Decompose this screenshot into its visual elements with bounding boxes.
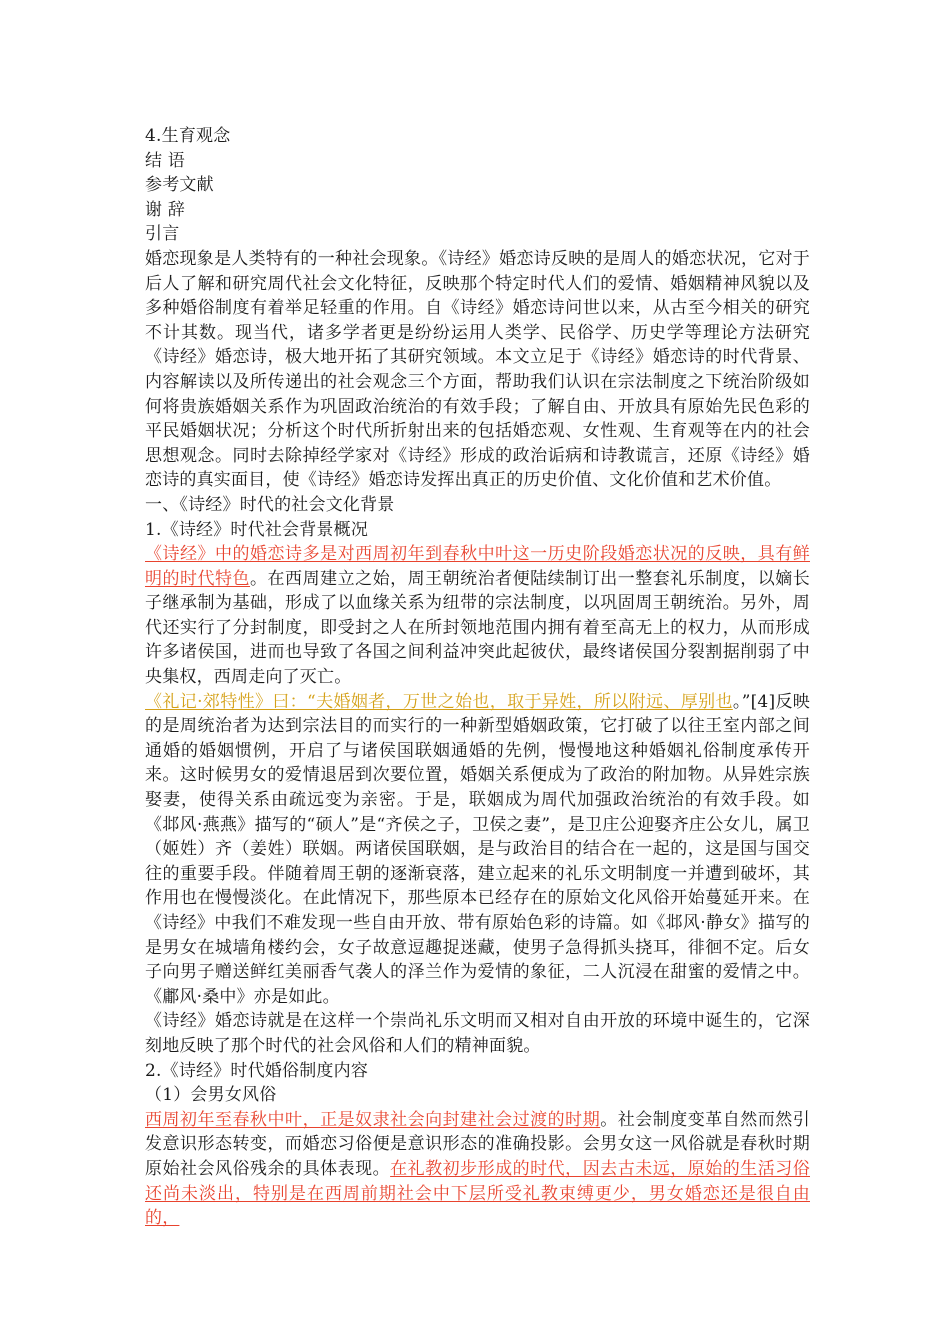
paragraph-background — [145, 542, 810, 690]
toc-item-conclusion: 结 语 — [145, 150, 186, 171]
section-title-introduction: 引言 — [145, 224, 180, 245]
highlight-red-text: 西周初年至春秋中叶，正是奴隶社会向封建社会过渡的时期 — [145, 1109, 601, 1130]
toc-item-acknowledgements: 谢 辞 — [145, 199, 186, 220]
toc-item-fertility: 4.生育观念 — [145, 126, 231, 146]
section1-subheading-2: 2.《诗经》时代婚俗制度内容 — [145, 1060, 369, 1081]
paragraph-text: 。社会制度变革自然而然引发意识形态转变，而婚恋习俗便是意识形态的准确投影。会男女这一风俗就是春秋时期原始社会风俗残余的具体表现。 — [145, 1109, 810, 1179]
section1-subheading-2-1: （1）会男女风俗 — [145, 1085, 277, 1106]
document-body — [145, 124, 810, 1231]
intro-paragraph: 婚恋现象是人类特有的一种社会现象。《诗经》婚恋诗反映的是周人的婚恋状况，它对于后人了解和研究周代社会文化特征，反映那个特定时代人们的爱情、婚姻精神风貌以及多种婚俗制度有着举足轻重的作用。自《诗经》婚恋诗问世以来，从古至今相关的研究不计其数。现当代，诸多学者更是纷纷运用人类学、民俗学、历史学等理论方法研究《诗经》婚恋诗，极大地开拓了其研究领域。本文立足于《诗经》婚恋诗的时代背景、内容解读以及所传递出的社会观念三个方面，帮助我们认识在宗法制度之下统治阶级如何将贵族婚姻关系作为巩固政治统治的有效手段；了解自由、开放具有原始先民色彩的平民婚姻状况；分析这个时代所折射出来的包括婚恋观、女性观、生育观等在内的社会思想观念。同时去除掉经学家对《诗经》形成的政治诟病和诗教谎言，还原《诗经》婚恋诗的真实面目，使《诗经》婚恋诗发挥出真正的历史价值、文化价值和艺术价值。 — [145, 248, 810, 491]
section1-heading: 一、《诗经》时代的社会文化背景 — [145, 494, 395, 515]
highlight-red-text: 《诗经》中的婚恋诗多是对西周初年到春秋中叶这一历史阶段婚恋状况的反映，具有鲜明的时代特色 — [145, 544, 810, 589]
quote-end: 。” — [732, 691, 751, 712]
paragraph-text: 反映的是周统治者为达到宗法目的而实行的一种新型婚姻政策，它打破了以往王室内部之间通婚的婚姻惯例，开启了与诸侯国联姻通婚的先例，慢慢地这种婚姻礼俗制度承传开来。这时候男女的爱情退居到次要位置，婚姻关系便成为了政治的附加物。从异姓宗族娶妻，使得关系由疏远变为亲密。于是，联姻成为周代加强政治统治的有效手段。如《邶风·燕燕》描写的“硕人”是“齐侯之子，卫侯之妻”，是卫庄公迎娶齐庄公女儿，属卫（姬姓）齐（姜姓）联姻。两诸侯国联姻，是与政治目的结合在一起的，这是国与国交往的重要手段。伴随着周王朝的逐渐衰落，建立起来的礼乐文明制度一并遭到破坏，其作用也在慢慢淡化。在此情况下，那些原本已经存在的原始文化风俗开始蔓延开来。在《诗经》中我们不难发现一些自由开放、带有原始色彩的诗篇。如《邶风·静女》描写的是男女在城墙角楼约会，女子故意逗趣捉迷藏，使男子急得抓头挠耳，徘徊不定。后女子向男子赠送鲜红美丽香气袭人的泽兰作为爱情的象征，二人沉浸在甜蜜的爱情之中。《鄘风·桑中》亦是如此。 — [145, 691, 811, 1007]
paragraph-text: 。在西周建立之始，周王朝统治者便陆续制订出一整套礼乐制度，以嫡长子继承制为基础，形成了以血缘关系为纽带的宗法制度，以巩固周王朝统治。另外，周代还实行了分封制度，即受封之人在所封领地范围内拥有着至高无上的权力，从而形成许多诸侯国，进而也导致了各国之间利益冲突此起彼伏，最终诸侯国分裂割据削弱了中央集权，西周走向了灭亡。 — [145, 568, 810, 688]
paragraph-custom — [145, 1108, 810, 1231]
section1-subheading-1: 1.《诗经》时代社会背景概况 — [145, 519, 369, 540]
highlight-gold-quote: 《礼记·郊特性》曰：“夫婚姻者，万世之始也，取于异姓，所以附远、厚别也 — [145, 691, 733, 712]
paragraph-liji — [145, 690, 810, 1010]
highlight-red-text-2: 在礼教初步形成的时代，因去古未远，原始的生活习俗还尚未淡出，特别是在西周前期社会中下层所受礼教束缚更少，男女婚恋还是很自由的， — [145, 1158, 810, 1229]
toc-item-references: 参考文献 — [145, 175, 214, 196]
paragraph-summary: 《诗经》婚恋诗就是在这样一个崇尚礼乐文明而又相对自由开放的环境中诞生的，它深刻地反映了那个时代的社会风俗和人们的精神面貌。 — [145, 1011, 810, 1056]
citation-ref: [4] — [750, 691, 776, 712]
